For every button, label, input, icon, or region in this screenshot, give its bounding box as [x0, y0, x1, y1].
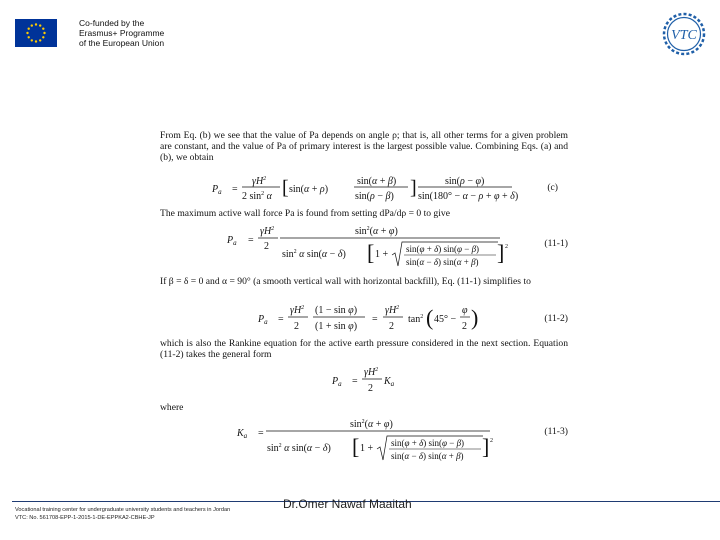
- equation-general-form-formula: [160, 364, 560, 396]
- footer-line2: VTC: No. 561708-EPP-1-2015-1-DE-EPPKA2-CBHE-JP: [15, 514, 155, 521]
- equation-c-number: (c): [547, 182, 558, 193]
- svg-text:tan2: $\tan^2$: [408, 314, 424, 325]
- svg-text:Pa: $P_a$: [212, 184, 222, 196]
- svg-text:[: [: [352, 434, 360, 459]
- svg-text:sin2 α sin(α − δ): $\sin^2 \alpha$ sin(α − δ): [267, 443, 331, 454]
- equation-11-3-formula: [160, 416, 560, 466]
- eu-text-line3: of the European Union: [79, 38, 165, 48]
- where-label: where: [160, 402, 184, 413]
- svg-text:sin2(α + φ): $\sin^2(\alpha + \varphi)$: [355, 226, 398, 237]
- equation-general-form: [160, 364, 568, 396]
- eu-logo: [15, 18, 164, 48]
- eu-text-line2: Erasmus+ Programme: [79, 28, 165, 38]
- svg-text:=: =: [248, 235, 254, 246]
- footer-text: [15, 507, 230, 522]
- svg-text:sin(φ + δ) sin(φ − β): sin(φ + δ) sin(φ − β): [391, 438, 465, 448]
- svg-text:2: 2: [264, 241, 269, 252]
- svg-text:2: 2: [389, 321, 394, 332]
- svg-text:sin2(α + φ): $\sin^2(\alpha + \varphi)$: [350, 419, 393, 430]
- svg-text:(: (: [426, 305, 434, 330]
- author-name: Dr.Omer Nawaf Maaitah: [283, 497, 412, 511]
- svg-text:sin2 α sin(α − δ): $\sin^2 \alpha$ sin(α − δ): [282, 249, 346, 260]
- svg-text:(1 + sin φ): (1 + sin φ): [315, 321, 358, 332]
- svg-text:γH2: $\gamma H^2$: [252, 176, 267, 187]
- svg-text:1 +: 1 +: [375, 249, 389, 260]
- equation-11-3-number: (11-3): [544, 426, 568, 437]
- svg-text:sin(α − δ) sin(α + β): sin(α − δ) sin(α + β): [391, 451, 464, 461]
- equation-11-2-formula: [160, 302, 560, 334]
- svg-text:sin(φ + δ) sin(φ − β): sin(φ + δ) sin(φ − β): [406, 244, 480, 254]
- svg-text:1 +: 1 +: [360, 443, 374, 454]
- svg-text:=: =: [278, 314, 284, 325]
- equation-11-3: [160, 416, 568, 466]
- vtc-gear-icon: [658, 12, 710, 56]
- vtc-logo-text: VTC: [671, 28, 697, 43]
- svg-text:Pa: $P_a$: [258, 314, 268, 326]
- svg-text:γH2: $\gamma H^2$: [364, 367, 379, 378]
- svg-text:=: =: [372, 314, 378, 325]
- svg-text:Ka: $K_a$: [384, 376, 395, 388]
- svg-text:45° −: 45° −: [434, 314, 457, 325]
- svg-text:Pa: $P_a$: [227, 235, 237, 247]
- svg-text:]: ]: [482, 434, 490, 459]
- svg-text:]: ]: [410, 177, 417, 199]
- svg-text:γH2: $\gamma H^2$: [260, 226, 275, 237]
- svg-text:Pa: $P_a$: [332, 376, 342, 388]
- footer-line1: Vocational training center for undergraduate university students and teachers in Jordan: [15, 507, 231, 513]
- paragraph-3: If β = δ = 0 and α = 90° (a smooth vertical wall with horizontal backfill), Eq. (11-1) simplifies to: [160, 276, 531, 287]
- eu-logo-text: [79, 18, 164, 48]
- svg-text:2: 2: [294, 321, 299, 332]
- svg-text:2: 2: [490, 438, 493, 444]
- svg-text:[: [: [282, 177, 289, 199]
- svg-text:=: =: [352, 376, 358, 387]
- equation-11-2: [160, 302, 568, 334]
- svg-text:[: [: [367, 240, 375, 265]
- equation-c-formula: [160, 173, 560, 203]
- svg-text:2 sin2 α: 2 $\sin^2 \alpha$: [242, 191, 272, 202]
- paragraph-1: From Eq. (b) we see that the value of Pa depends on angle ρ; that is, all other terms for a given problem are constant, and the value of Pa of primary interest is the largest possible value. Combining Eqs. (a) and (b), we obtain: [160, 130, 568, 164]
- equation-c: [160, 173, 568, 203]
- svg-text:sin(ρ − φ): sin(ρ − φ): [445, 176, 485, 187]
- paragraph-4: which is also the Rankine equation for the active earth pressure considered in the next section. Equation (11-2) takes the general form: [160, 338, 568, 361]
- svg-text:Ka: $K_a$: [237, 428, 248, 440]
- svg-text:sin(α + ρ): sin(α + ρ): [289, 184, 329, 195]
- svg-text:2: 2: [505, 244, 508, 250]
- eu-text-line1: Co-funded by the: [79, 18, 145, 28]
- svg-text:γH2: $\gamma H^2$: [385, 305, 400, 316]
- equation-11-2-number: (11-2): [544, 313, 568, 324]
- equation-11-1: [160, 222, 568, 270]
- equation-11-1-number: (11-1): [544, 238, 568, 249]
- svg-text:=: =: [232, 184, 238, 195]
- svg-text:sin(α − δ) sin(α + β): sin(α − δ) sin(α + β): [406, 257, 479, 267]
- svg-text:2: 2: [368, 383, 373, 394]
- svg-text:2: 2: [462, 321, 467, 332]
- svg-text:γH2: $\gamma H^2$: [290, 305, 305, 316]
- svg-text:): ): [471, 305, 479, 330]
- svg-text:=: =: [258, 428, 264, 439]
- paragraph-2: The maximum active wall force Pa is found from setting dPa/dρ = 0 to give: [160, 208, 450, 219]
- equation-11-1-formula: [160, 222, 560, 270]
- eu-flag-icon: [15, 19, 57, 47]
- svg-text:]: ]: [497, 240, 505, 265]
- svg-text:(1 − sin φ): (1 − sin φ): [315, 305, 358, 316]
- svg-text:sin(α + β): sin(α + β): [357, 176, 397, 187]
- svg-text:sin(ρ − β): sin(ρ − β): [355, 191, 394, 202]
- svg-text:sin(180° − α − ρ + φ + δ): sin(180° − α − ρ + φ + δ): [418, 191, 519, 202]
- svg-text:φ: φ: [462, 305, 468, 316]
